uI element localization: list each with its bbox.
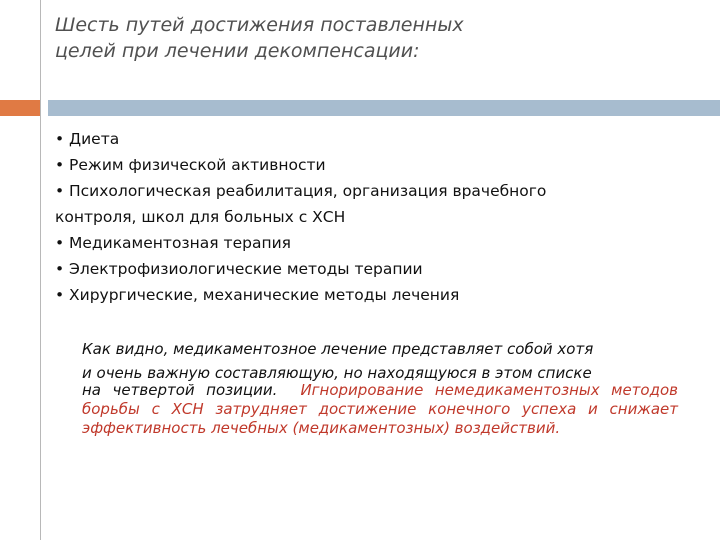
bullet-list xyxy=(55,126,675,308)
bullet-text: Электрофизиологические методы терапии xyxy=(69,260,423,278)
accent-bar-orange xyxy=(0,100,40,116)
bullet-item-surgical xyxy=(55,282,675,308)
slide-title-line-2: целей при лечении декомпенсации: xyxy=(55,40,420,62)
note-line-2: и очень важную составляющую, но находящуюся в этом списке xyxy=(82,364,592,382)
bullet-text: Диета xyxy=(69,130,120,148)
bullet-item-electrophysiology xyxy=(55,256,675,282)
note-paragraph xyxy=(82,337,678,438)
accent-bar-blue xyxy=(48,100,720,116)
bullet-symbol: • xyxy=(55,286,65,304)
slide-title xyxy=(55,12,675,64)
bullet-symbol: • xyxy=(55,156,65,174)
note-highlight-red: Игнорирование немедикаментозных методов борьбы с ХСН затрудняет достижение конечного успеха и снижает эффективность лечебных (медикаментозных) воздействий. xyxy=(82,381,678,437)
bullet-symbol: • xyxy=(55,130,65,148)
bullet-text: Хирургические, механические методы лечения xyxy=(69,286,460,304)
note-line-1: Как видно, медикаментозное лечение представляет собой хотя xyxy=(82,340,594,358)
note-line-3: на четвертой позиции. xyxy=(82,381,278,399)
slide-title-line-1: Шесть путей достижения поставленных xyxy=(55,14,464,36)
bullet-item-rehabilitation xyxy=(55,178,675,204)
bullet-symbol: • xyxy=(55,260,65,278)
bullet-text: Режим физической активности xyxy=(69,156,326,174)
bullet-item-diet xyxy=(55,126,675,152)
bullet-item-activity xyxy=(55,152,675,178)
bullet-text: Медикаментозная терапия xyxy=(69,234,291,252)
bullet-symbol: • xyxy=(55,234,65,252)
bullet-text: Психологическая реабилитация, организация врачебного xyxy=(69,182,547,200)
bullet-symbol: • xyxy=(55,182,65,200)
bullet-item-rehabilitation-continuation: контроля, школ для больных с ХСН xyxy=(55,208,346,226)
left-vertical-rule xyxy=(40,0,41,540)
bullet-item-drug-therapy xyxy=(55,230,675,256)
